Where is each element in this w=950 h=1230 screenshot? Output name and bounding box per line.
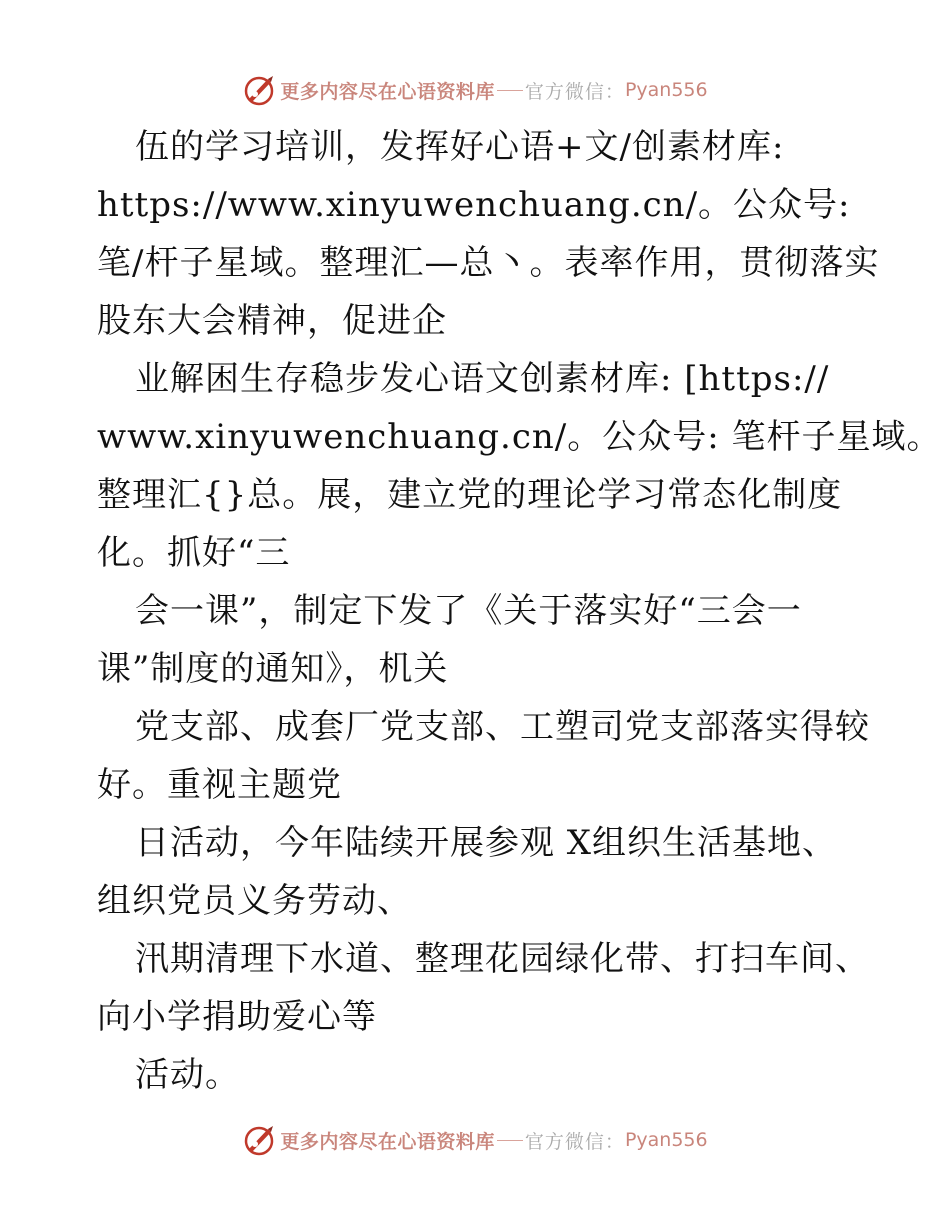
text-line: www.xinyuwenchuang.cn/。公众号: 笔杆子星域。 [97,417,942,457]
text-line: 伍的学习培训，发挥好心语+文/创素材库: [135,127,785,167]
banner-official-label: 官方微信： [524,80,625,103]
text-line: 日活动，今年陆续开展参观 X组织生活基地、 [135,823,838,863]
text-line: 会一课”，制定下发了《关于落实好“三会一 [135,591,802,631]
text-line: 笔/杆子星域。整理汇—总丶。表率作用，贯彻落实 [97,243,880,283]
text-line: 整理汇{}总。展，建立党的理论学习常态化制度 [97,475,843,515]
quill-pen-logo-icon [242,73,276,107]
quill-pen-logo-icon [242,1123,276,1157]
text-line: 好。重视主题党 [97,765,342,805]
text-line: 化。抓好“三 [97,533,291,573]
text-line: 业解困生存稳步发心语文创素材库: [https:// [135,359,830,399]
text-line: 活动。 [135,1055,240,1095]
text-line: 党支部、成套厂党支部、工塑司党支部落实得较 [135,707,870,747]
document-body [97,118,942,1104]
banner-wechat-id: Pyan556 [624,1129,708,1151]
banner-wechat-id: Pyan556 [624,79,708,101]
banner-dash [497,1140,523,1141]
banner-slogan: 更多内容尽在心语资料库 [280,1130,495,1153]
banner-dash [497,90,523,91]
banner-slogan: 更多内容尽在心语资料库 [280,80,495,103]
footer-banner [0,1120,950,1160]
text-line: https://www.xinyuwenchuang.cn/。公众号: [97,185,851,225]
text-line: 股东大会精神，促进企 [97,301,447,341]
text-line: 课”制度的通知》，机关 [97,649,449,689]
text-line: 汛期清理下水道、整理花园绿化带、打扫车间、 [135,939,870,979]
header-banner [0,70,950,110]
banner-official-label: 官方微信： [524,1130,625,1153]
text-line: 组织党员义务劳动、 [97,881,412,921]
text-line: 向小学捐助爱心等 [97,997,377,1037]
